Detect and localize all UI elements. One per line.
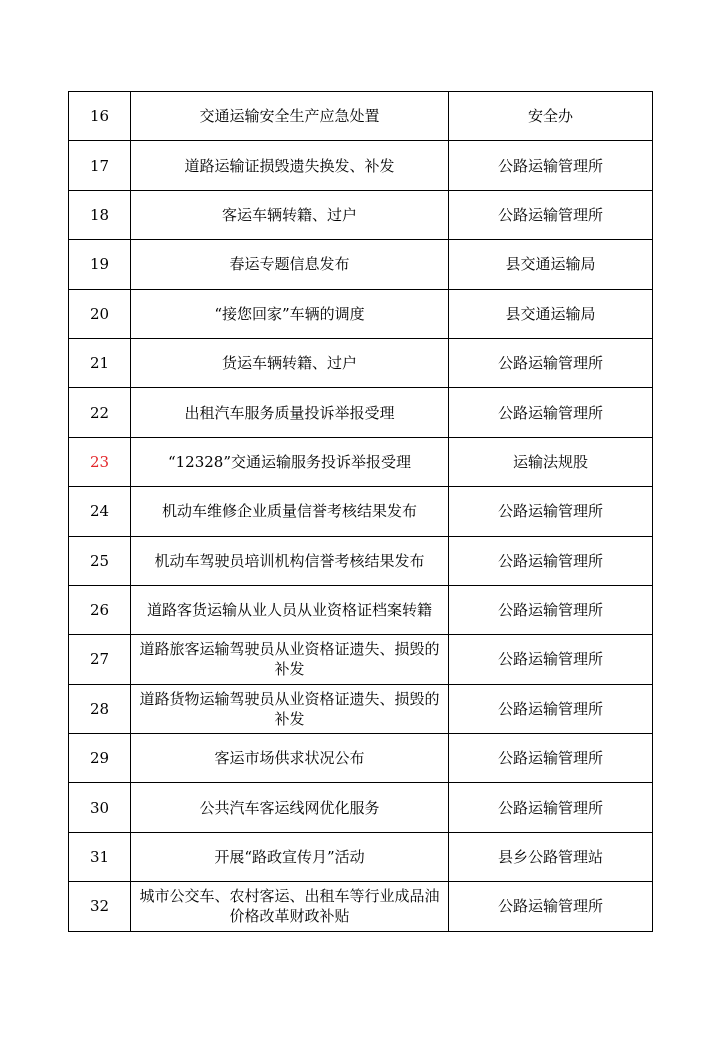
responsible-department: 公路运输管理所 (449, 487, 653, 536)
item-name: 春运专题信息发布 (131, 240, 449, 289)
table-row (69, 240, 653, 289)
item-name: “12328”交通运输服务投诉举报受理 (131, 437, 449, 486)
item-name: 公共汽车客运线网优化服务 (131, 783, 449, 832)
row-number: 32 (69, 882, 131, 931)
item-name: 出租汽车服务质量投诉举报受理 (131, 388, 449, 437)
row-number: 27 (69, 635, 131, 684)
row-number: 30 (69, 783, 131, 832)
responsible-department: 公路运输管理所 (449, 141, 653, 190)
table-row (69, 635, 653, 684)
item-name: 道路运输证损毁遗失换发、补发 (131, 141, 449, 190)
table-row (69, 141, 653, 190)
responsible-department: 公路运输管理所 (449, 338, 653, 387)
table-row (69, 437, 653, 486)
responsible-department: 运输法规股 (449, 437, 653, 486)
responsible-department: 公路运输管理所 (449, 388, 653, 437)
row-number: 18 (69, 190, 131, 239)
responsible-department: 县交通运输局 (449, 240, 653, 289)
table-row (69, 487, 653, 536)
table-row (69, 190, 653, 239)
responsible-department: 县乡公路管理站 (449, 832, 653, 881)
row-number: 19 (69, 240, 131, 289)
item-name: 客运市场供求状况公布 (131, 734, 449, 783)
responsible-department: 公路运输管理所 (449, 635, 653, 684)
item-name: 城市公交车、农村客运、出租车等行业成品油价格改革财政补贴 (131, 882, 449, 931)
item-name: 开展“路政宣传月”活动 (131, 832, 449, 881)
responsible-department: 公路运输管理所 (449, 882, 653, 931)
row-number: 23 (69, 437, 131, 486)
responsible-department: 公路运输管理所 (449, 536, 653, 585)
table-row (69, 882, 653, 931)
table-row (69, 684, 653, 733)
table-row (69, 289, 653, 338)
responsible-department: 县交通运输局 (449, 289, 653, 338)
responsible-department: 公路运输管理所 (449, 190, 653, 239)
table-row (69, 734, 653, 783)
row-number: 20 (69, 289, 131, 338)
service-items-table (68, 91, 653, 932)
responsible-department: 公路运输管理所 (449, 585, 653, 634)
table-row (69, 783, 653, 832)
row-number: 17 (69, 141, 131, 190)
responsible-department: 安全办 (449, 92, 653, 141)
row-number: 22 (69, 388, 131, 437)
item-name: “接您回家”车辆的调度 (131, 289, 449, 338)
item-name: 道路货物运输驾驶员从业资格证遗失、损毁的补发 (131, 684, 449, 733)
responsible-department: 公路运输管理所 (449, 783, 653, 832)
row-number: 24 (69, 487, 131, 536)
responsible-department: 公路运输管理所 (449, 734, 653, 783)
row-number: 26 (69, 585, 131, 634)
item-name: 交通运输安全生产应急处置 (131, 92, 449, 141)
item-name: 道路旅客运输驾驶员从业资格证遗失、损毁的补发 (131, 635, 449, 684)
table-row (69, 92, 653, 141)
table-row (69, 585, 653, 634)
responsible-department: 公路运输管理所 (449, 684, 653, 733)
row-number: 21 (69, 338, 131, 387)
table-row (69, 536, 653, 585)
item-name: 货运车辆转籍、过户 (131, 338, 449, 387)
item-name: 机动车驾驶员培训机构信誉考核结果发布 (131, 536, 449, 585)
item-name: 道路客货运输从业人员从业资格证档案转籍 (131, 585, 449, 634)
row-number: 25 (69, 536, 131, 585)
row-number: 16 (69, 92, 131, 141)
table-row (69, 388, 653, 437)
row-number: 29 (69, 734, 131, 783)
row-number: 31 (69, 832, 131, 881)
row-number: 28 (69, 684, 131, 733)
item-name: 客运车辆转籍、过户 (131, 190, 449, 239)
item-name: 机动车维修企业质量信誉考核结果发布 (131, 487, 449, 536)
table-row (69, 832, 653, 881)
table-row (69, 338, 653, 387)
